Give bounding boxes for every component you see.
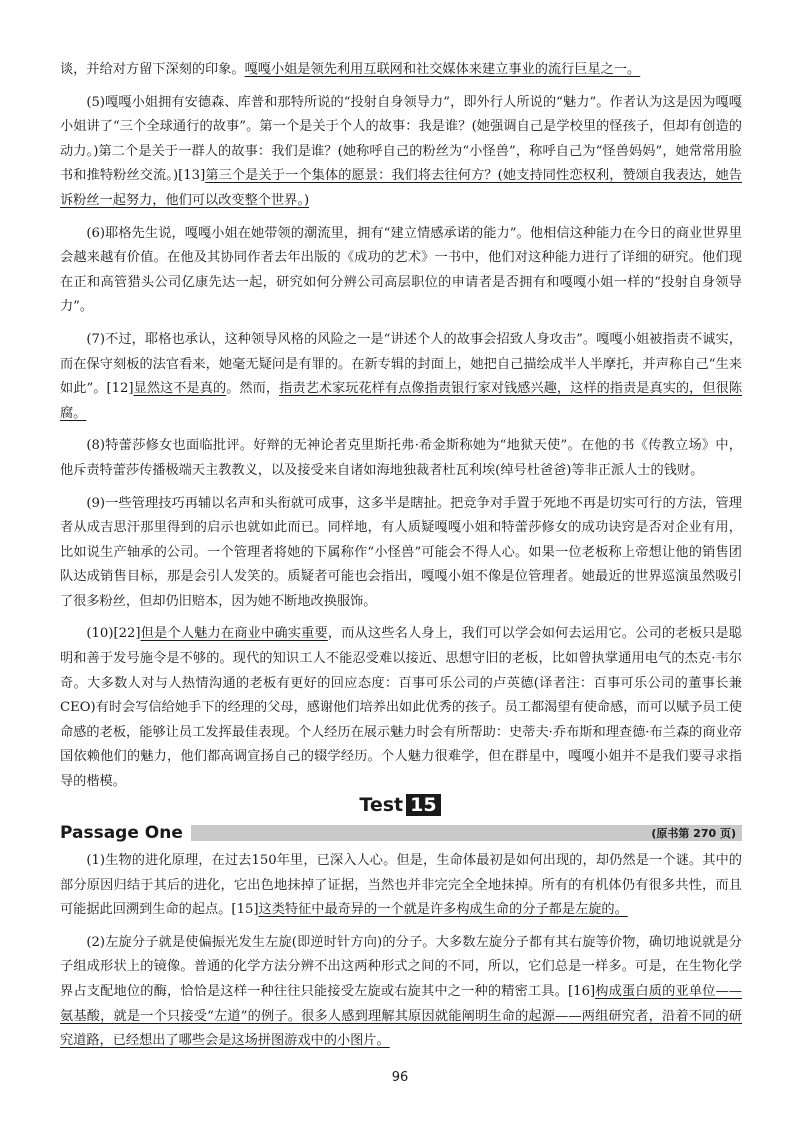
underlined-answer-12a: 显然这不是真的 bbox=[133, 381, 227, 397]
paragraph-10: (10)[22]但是个人魅力在商业中确实重要，而从这些名人身上，我们可以学会如何去运用它。公司的老板只是聪明和善于发号施令是不够的。现代的知识工人不能忍受难以接近、思想守旧的老板，比如曾执掌通用电气的杰克·韦尔奇。大多数人对与人热情沟通的老板有更好的回应态度：百事可乐公司的卢英德(译者注：百事可乐公司的董事长兼CEO)有时会写信给她手下的经理的父母，感谢他们培养出如此优秀的孩子。员工都渴望有使命感，而可以赋予员工使命感的老板，能够让员工发挥最佳表现。个人经历在展示魅力时会有所帮助：史蒂夫·乔布斯和理查德·布兰森的商业帝国依赖他们的魅力，他们都高调宣扬自己的辍学经历。个人魅力很难学，但在群星中，嘎嘎小姐并不是我们要寻求指导的楷模。 bbox=[60, 626, 742, 790]
test-heading bbox=[0, 794, 800, 816]
passage-title: Passage One bbox=[60, 823, 183, 843]
passage-paragraph-1: (1)生物的进化原理，在过去150年里，已深入人心。但是，生命体最初是如何出现的，却仍然是一个谜。其中的部分原因归结于其后的进化，它出色地抹掉了证据，当然也并非完完全全地抹掉。所有的有机体仍有很多共性，而且可能据此回溯到生命的起点。[15]这类特征中最奇异的一个就是许多构成生命的分子都是左旋的。 bbox=[60, 853, 742, 918]
underlined-sentence: 嘎嘎小姐是领先利用互联网和社交媒体来建立事业的流行巨星之一。 bbox=[244, 62, 641, 77]
passage-page-reference: (原书第 270 页) bbox=[651, 827, 736, 840]
paragraph-continuation: 谈，并给对方留下深刻的印象。嘎嘎小姐是领先利用互联网和社交媒体来建立事业的流行巨星之一。 bbox=[60, 62, 641, 77]
paragraph-5: (5)嘎嘎小姐拥有安德森、库普和那特所说的“投射自身领导力”，即外行人所说的“魅力”。作者认为这是因为嘎嘎小姐讲了“三个全球通行的故事”。第一个是关于个人的故事：我是谁？(她强调自己是学校里的怪孩子，但却有创造的动力。)第二个是关于一群人的故事：我们是谁？(她称呼自己的粉丝为“小怪兽”，称呼自己为“怪兽妈妈”，她常常用脸书和推特粉丝交流。)[13]第三个是关于一个集体的愿景：我们将去往何方？(她支持同性恋权利，赞颂自我表达，她告诉粉丝一起努力，他们可以改变整个世界。) bbox=[60, 94, 742, 208]
underlined-answer-12b: 指责艺术家玩花样有点像指责银行家对钱感兴趣，这样的指责是真实的，但很陈腐。 bbox=[60, 381, 743, 421]
underlined-answer-13: 第三个是关于一个集体的愿景：我们将去往何方？(她支持同性恋权利，赞颂自我表达，她告诉粉丝一起努力，他们可以改变整个世界。) bbox=[60, 168, 742, 208]
passage-header-bar bbox=[60, 822, 742, 844]
passage-header-fill bbox=[191, 825, 742, 841]
paragraph-8: (8)特蕾莎修女也面临批评。好辩的无神论者克里斯托弗·希金斯称她为“地狱天使”。在他的书《传教立场》中，他斥责特蕾莎传播极端天主教教义，以及接受来自诸如海地独裁者杜瓦利埃(绰号杜爸爸)等非正派人士的钱财。 bbox=[60, 438, 742, 478]
test-number-badge: 15 bbox=[406, 794, 440, 816]
passage-paragraph-2: (2)左旋分子就是使偏振光发生左旋(即逆时针方向)的分子。大多数左旋分子都有其右旋等价物，确切地说就是分子组成形状上的镜像。普通的化学方法分辨不出这两种形式之间的不同，所以，它们总是一样多。可是，在生物化学界占支配地位的酶，恰恰是这样一种往往只能接受左旋或右旋其中之一种的精密工具。[16]构成蛋白质的亚单位——氨基酸，就是一个只接受“左道”的例子。很多人感到理解其原因就能阐明生命的起源——两组研究者，沿着不同的研究道路，已经想出了哪些会是这场拼图游戏中的小图片。 bbox=[60, 934, 742, 1049]
underlined-answer-22: 但是个人魅力在商业中确实重要 bbox=[140, 626, 328, 642]
underlined-answer-16: 构成蛋白质的亚单位——氨基酸，就是一个只接受“左道”的例子。很多人感到理解其原因就能阐明生命的起源——两组研究者，沿着不同的研究道路，已经想出了哪些会是这场拼图游戏中的小图片。 bbox=[60, 983, 742, 1049]
test-label: Test bbox=[359, 794, 404, 816]
underlined-answer-15: 这类特征中最奇异的一个就是许多构成生命的分子都是左旋的。 bbox=[258, 902, 628, 918]
passage-one-text bbox=[60, 849, 742, 1054]
paragraph-9: (9)一些管理技巧再辅以名声和头衔就可成事，这多半是瞎扯。把竞争对手置于死地不再是切实可行的方法，管理者从成吉思汗那里得到的启示也就如此而已。同样地，有人质疑嘎嘎小姐和特蕾莎修女的成功诀窍是否对企业有用，比如说生产轴承的公司。一个管理者将她的下属称作“小怪兽”可能会不得人心。如果一位老板称上帝想让他的销售团队达成销售目标，那是会引人发笑的。质疑者可能也会指出，嘎嘎小姐不像是位管理者。她最近的世界巡演虽然吸引了很多粉丝，但却仍旧赔本，因为她不断地改换服饰。 bbox=[60, 495, 742, 609]
paragraph-6: (6)耶格先生说，嘎嘎小姐在她带领的潮流里，拥有“建立情感承诺的能力”。他相信这种能力在今日的商业世界里会越来越有价值。在他及其协同作者去年出版的《成功的艺术》一书中，他们对这种能力进行了详细的研究。他们现在正和高管猎头公司亿康先达一起，研究如何分辨公司高层职位的申请者是否拥有和嘎嘎小姐一样的“投射自身领导力”。 bbox=[60, 225, 742, 315]
page-number: 96 bbox=[391, 1070, 409, 1085]
paragraph-7: (7)不过，耶格也承认，这种领导风格的风险之一是“讲述个人的故事会招致人身攻击”。嘎嘎小姐被指责不诚实，而在保守刻板的法官看来，她毫无疑问是有罪的。在新专辑的封面上，她把自己描绘成半人半摩托，并声称自己“生来如此”。[12]显然这不是真的。然而，指责艺术家玩花样有点像指责银行家对钱感兴趣，这样的指责是真实的，但很陈腐。 bbox=[60, 331, 743, 421]
translation-text-block bbox=[60, 58, 742, 795]
